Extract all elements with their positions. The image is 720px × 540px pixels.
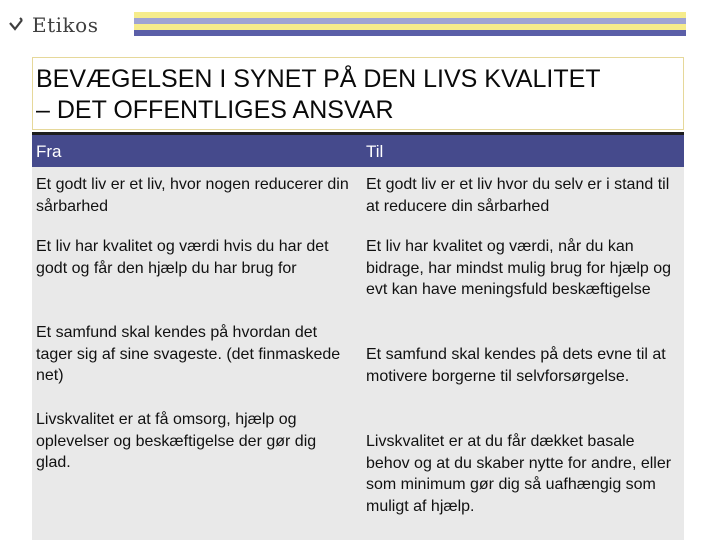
checkmark-icon (6, 12, 32, 38)
cell-til-1: Et godt liv er et liv hvor du selv er i stand til at reducere din sårbarhed (366, 176, 670, 215)
title-line-2: – DET OFFENTLIGES ANSVAR (36, 96, 394, 124)
cell-fra-1: Et godt liv er et liv, hvor nogen reducerer din sårbarhed (36, 176, 349, 215)
cell-til-3: Et samfund skal kendes på dets evne til at motivere borgerne til selvforsørgelse. (366, 346, 666, 385)
cell-fra-3: Et samfund skal kendes på hvordan det tager sig af sine svageste. (det finmaskede net) (36, 324, 341, 384)
cell-til-2: Et liv har kvalitet og værdi, når du kan bidrage, har mindst mulig brug for hjælp og evt kan have meningsfuld beskæftigelse (366, 238, 672, 298)
stripe (134, 30, 686, 36)
cell-til-4: Livskvalitet er at du får dækket basale behov og at du skaber nytte for andre, eller som minimum gør dig så uafhængig som muligt af hjælp. (366, 433, 672, 515)
logo-text: Etikos (32, 13, 99, 37)
header-fra: Fra (36, 142, 62, 161)
etikos-logo (6, 12, 98, 38)
table-header (32, 132, 684, 167)
title-line-1: BEVÆGELSEN I SYNET PÅ DEN LIVS KVALITET (36, 65, 601, 93)
header-til: Til (366, 142, 384, 161)
decorative-stripes (134, 12, 686, 36)
slide-title (33, 58, 683, 126)
cell-fra-2: Et liv har kvalitet og værdi hvis du har det godt og får den hjælp du har brug for (36, 238, 329, 277)
title-box (32, 57, 684, 130)
cell-fra-4: Livskvalitet er at få omsorg, hjælp og oplevelser og beskæftigelse der gør dig glad. (36, 411, 317, 471)
comparison-table (32, 132, 684, 540)
